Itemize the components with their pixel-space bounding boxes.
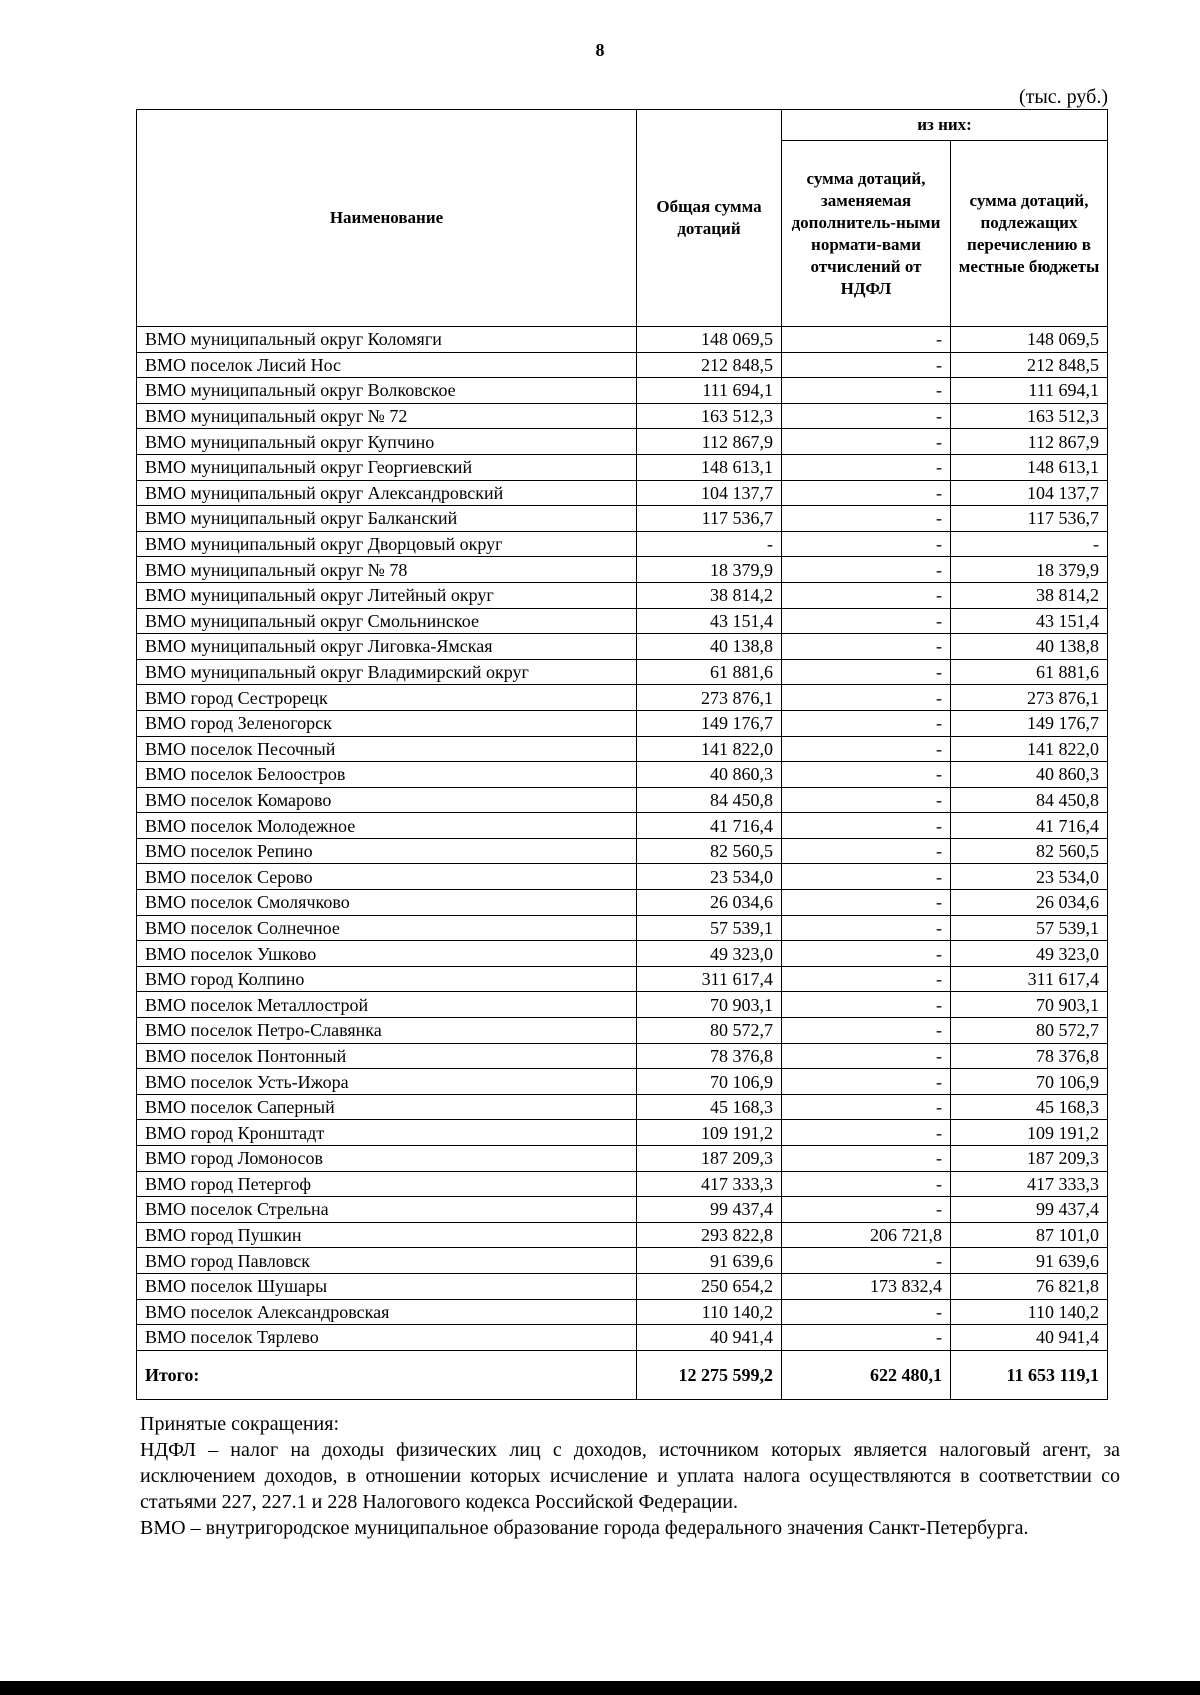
row-replaced: - [782, 685, 951, 711]
row-total: 80 572,7 [637, 1018, 782, 1044]
row-transfer: 80 572,7 [951, 1018, 1108, 1044]
table-row [137, 1069, 1108, 1095]
row-transfer: 187 209,3 [951, 1146, 1108, 1172]
row-transfer: 311 617,4 [951, 966, 1108, 992]
row-replaced: - [782, 1120, 951, 1146]
row-total: 82 560,5 [637, 838, 782, 864]
row-total: 417 333,3 [637, 1171, 782, 1197]
row-total: 57 539,1 [637, 915, 782, 941]
row-replaced: - [782, 1197, 951, 1223]
row-name: ВМО муниципальный округ Смольнинское [137, 608, 637, 634]
table-body [137, 327, 1108, 1351]
row-transfer: 212 848,5 [951, 352, 1108, 378]
row-name: ВМО поселок Стрельна [137, 1197, 637, 1223]
row-transfer: 273 876,1 [951, 685, 1108, 711]
row-replaced: - [782, 480, 951, 506]
row-total: 18 379,9 [637, 557, 782, 583]
row-transfer: 141 822,0 [951, 736, 1108, 762]
row-total: 104 137,7 [637, 480, 782, 506]
row-total: 91 639,6 [637, 1248, 782, 1274]
table-row [137, 864, 1108, 890]
row-total: 78 376,8 [637, 1043, 782, 1069]
row-replaced: - [782, 864, 951, 890]
row-total: - [637, 531, 782, 557]
table-row [137, 659, 1108, 685]
row-name: ВМО город Кронштадт [137, 1120, 637, 1146]
row-replaced: - [782, 582, 951, 608]
scan-edge-bar [0, 1681, 1200, 1695]
row-replaced: - [782, 915, 951, 941]
row-transfer: 40 941,4 [951, 1325, 1108, 1351]
row-name: ВМО муниципальный округ Литейный округ [137, 582, 637, 608]
row-transfer: 117 536,7 [951, 506, 1108, 532]
table-row [137, 992, 1108, 1018]
row-transfer: 163 512,3 [951, 403, 1108, 429]
table-row [137, 941, 1108, 967]
row-total: 45 168,3 [637, 1094, 782, 1120]
row-name: ВМО город Колпино [137, 966, 637, 992]
row-replaced: - [782, 1171, 951, 1197]
row-total: 84 450,8 [637, 787, 782, 813]
table-row [137, 787, 1108, 813]
row-transfer: 45 168,3 [951, 1094, 1108, 1120]
row-name: ВМО поселок Усть-Ижора [137, 1069, 637, 1095]
table-row [137, 1248, 1108, 1274]
row-replaced: - [782, 608, 951, 634]
table-row [137, 531, 1108, 557]
row-total: 112 867,9 [637, 429, 782, 455]
row-replaced: - [782, 762, 951, 788]
row-transfer: 91 639,6 [951, 1248, 1108, 1274]
row-name: ВМО город Сестрорецк [137, 685, 637, 711]
table-row [137, 813, 1108, 839]
row-name: ВМО муниципальный округ Балканский [137, 506, 637, 532]
row-total: 148 613,1 [637, 454, 782, 480]
row-transfer: 87 101,0 [951, 1222, 1108, 1248]
table-row [137, 378, 1108, 404]
row-total: 38 814,2 [637, 582, 782, 608]
table-row [137, 1197, 1108, 1223]
table-row [137, 762, 1108, 788]
row-transfer: 61 881,6 [951, 659, 1108, 685]
row-transfer: 84 450,8 [951, 787, 1108, 813]
row-transfer: 57 539,1 [951, 915, 1108, 941]
row-name: ВМО поселок Тярлево [137, 1325, 637, 1351]
row-replaced: - [782, 1299, 951, 1325]
table-row [137, 1146, 1108, 1172]
row-replaced: - [782, 454, 951, 480]
row-replaced: - [782, 1325, 951, 1351]
table-row [137, 1171, 1108, 1197]
row-total: 40 138,8 [637, 634, 782, 660]
row-name: ВМО поселок Серово [137, 864, 637, 890]
row-name: ВМО поселок Репино [137, 838, 637, 864]
row-replaced: 173 832,4 [782, 1273, 951, 1299]
row-replaced: - [782, 659, 951, 685]
header-total: Общая сумма дотаций [637, 110, 782, 327]
row-name: ВМО поселок Ушково [137, 941, 637, 967]
row-replaced: - [782, 1094, 951, 1120]
row-total: 41 716,4 [637, 813, 782, 839]
table-row [137, 685, 1108, 711]
row-name: ВМО муниципальный округ Коломяги [137, 327, 637, 353]
row-transfer: 23 534,0 [951, 864, 1108, 890]
row-replaced: - [782, 1069, 951, 1095]
row-name: ВМО муниципальный округ № 72 [137, 403, 637, 429]
row-name: ВМО город Ломоносов [137, 1146, 637, 1172]
table-row [137, 1043, 1108, 1069]
row-transfer: 110 140,2 [951, 1299, 1108, 1325]
table-row [137, 966, 1108, 992]
row-replaced: - [782, 1146, 951, 1172]
table-row [137, 506, 1108, 532]
row-transfer: - [951, 531, 1108, 557]
row-name: ВМО поселок Песочный [137, 736, 637, 762]
row-name: ВМО муниципальный округ Лиговка-Ямская [137, 634, 637, 660]
row-replaced: - [782, 1018, 951, 1044]
row-transfer: 26 034,6 [951, 890, 1108, 916]
row-total: 26 034,6 [637, 890, 782, 916]
row-name: ВМО поселок Понтонный [137, 1043, 637, 1069]
row-total: 212 848,5 [637, 352, 782, 378]
row-total: 311 617,4 [637, 966, 782, 992]
row-transfer: 149 176,7 [951, 710, 1108, 736]
totals-label: Итого: [137, 1350, 637, 1399]
table-row [137, 403, 1108, 429]
row-transfer: 40 860,3 [951, 762, 1108, 788]
table-row [137, 557, 1108, 583]
table-row [137, 1325, 1108, 1351]
row-name: ВМО муниципальный округ Купчино [137, 429, 637, 455]
row-name: ВМО муниципальный округ Дворцовый округ [137, 531, 637, 557]
table-row [137, 838, 1108, 864]
row-total: 141 822,0 [637, 736, 782, 762]
row-replaced: - [782, 710, 951, 736]
row-replaced: - [782, 813, 951, 839]
header-transfer: сумма дотаций, подлежащих перечислению в местные бюджеты [951, 141, 1108, 327]
header-of-them: из них: [782, 110, 1108, 141]
page-number: 8 [595, 40, 605, 60]
row-transfer: 18 379,9 [951, 557, 1108, 583]
table-row [137, 1094, 1108, 1120]
row-total: 250 654,2 [637, 1273, 782, 1299]
row-name: ВМО поселок Молодежное [137, 813, 637, 839]
row-name: ВМО поселок Комарово [137, 787, 637, 813]
notes [140, 1411, 1120, 1541]
row-transfer: 148 613,1 [951, 454, 1108, 480]
row-total: 273 876,1 [637, 685, 782, 711]
row-replaced: - [782, 941, 951, 967]
table-row [137, 915, 1108, 941]
row-name: ВМО поселок Петро-Славянка [137, 1018, 637, 1044]
row-transfer: 82 560,5 [951, 838, 1108, 864]
row-total: 117 536,7 [637, 506, 782, 532]
row-replaced: - [782, 327, 951, 353]
row-name: ВМО поселок Саперный [137, 1094, 637, 1120]
row-total: 110 140,2 [637, 1299, 782, 1325]
row-replaced: - [782, 890, 951, 916]
row-replaced: - [782, 557, 951, 583]
row-name: ВМО поселок Лисий Нос [137, 352, 637, 378]
row-replaced: 206 721,8 [782, 1222, 951, 1248]
row-replaced: - [782, 429, 951, 455]
header-name: Наименование [137, 110, 637, 327]
row-transfer: 76 821,8 [951, 1273, 1108, 1299]
row-total: 40 860,3 [637, 762, 782, 788]
row-transfer: 111 694,1 [951, 378, 1108, 404]
notes-title: Принятые сокращения: [140, 1413, 340, 1435]
table-row [137, 1222, 1108, 1248]
row-total: 148 069,5 [637, 327, 782, 353]
row-transfer: 43 151,4 [951, 608, 1108, 634]
totals-transfer: 11 653 119,1 [951, 1350, 1108, 1399]
row-name: ВМО город Пушкин [137, 1222, 637, 1248]
table-row [137, 1273, 1108, 1299]
row-replaced: - [782, 838, 951, 864]
row-replaced: - [782, 634, 951, 660]
row-replaced: - [782, 966, 951, 992]
row-total: 149 176,7 [637, 710, 782, 736]
row-replaced: - [782, 352, 951, 378]
table-row [137, 736, 1108, 762]
row-transfer: 104 137,7 [951, 480, 1108, 506]
row-name: ВМО город Петергоф [137, 1171, 637, 1197]
row-replaced: - [782, 403, 951, 429]
row-transfer: 417 333,3 [951, 1171, 1108, 1197]
row-transfer: 109 191,2 [951, 1120, 1108, 1146]
row-name: ВМО поселок Металлострой [137, 992, 637, 1018]
row-name: ВМО муниципальный округ № 78 [137, 557, 637, 583]
row-replaced: - [782, 506, 951, 532]
row-name: ВМО муниципальный округ Владимирский округ [137, 659, 637, 685]
subsidies-table [136, 109, 1108, 1400]
row-transfer: 99 437,4 [951, 1197, 1108, 1223]
row-total: 40 941,4 [637, 1325, 782, 1351]
row-total: 99 437,4 [637, 1197, 782, 1223]
row-transfer: 38 814,2 [951, 582, 1108, 608]
row-name: ВМО город Павловск [137, 1248, 637, 1274]
row-total: 43 151,4 [637, 608, 782, 634]
row-replaced: - [782, 787, 951, 813]
row-transfer: 70 903,1 [951, 992, 1108, 1018]
notes-ndfl: НДФЛ – налог на доходы физических лиц с доходов, источником которых является налоговый агент, за исключением доходов, в отношении которых исчисление и уплата налога осуществляются в соответствии со статьями 227, 227.1 и 228 Налогового кодекса Российской Федерации. [140, 1439, 1120, 1513]
row-transfer: 148 069,5 [951, 327, 1108, 353]
table-row [137, 454, 1108, 480]
row-total: 187 209,3 [637, 1146, 782, 1172]
row-total: 111 694,1 [637, 378, 782, 404]
header-replaced: сумма дотаций, заменяемая дополнитель-ными нормати-вами отчислений от НДФЛ [782, 141, 951, 327]
row-total: 23 534,0 [637, 864, 782, 890]
totals-replaced: 622 480,1 [782, 1350, 951, 1399]
row-name: ВМО муниципальный округ Александровский [137, 480, 637, 506]
table-row [137, 429, 1108, 455]
row-name: ВМО муниципальный округ Георгиевский [137, 454, 637, 480]
row-transfer: 49 323,0 [951, 941, 1108, 967]
row-name: ВМО поселок Шушары [137, 1273, 637, 1299]
row-replaced: - [782, 1248, 951, 1274]
units-label: (тыс. руб.) [1018, 86, 1108, 108]
table-row [137, 1299, 1108, 1325]
notes-vmo: ВМО – внутригородское муниципальное образование города федерального значения Санкт-Петербурга. [140, 1517, 1029, 1539]
row-replaced: - [782, 992, 951, 1018]
row-name: ВМО поселок Александровская [137, 1299, 637, 1325]
table-row [137, 710, 1108, 736]
row-name: ВМО муниципальный округ Волковское [137, 378, 637, 404]
table-row [137, 352, 1108, 378]
row-name: ВМО город Зеленогорск [137, 710, 637, 736]
row-transfer: 40 138,8 [951, 634, 1108, 660]
table-row [137, 1018, 1108, 1044]
table-row [137, 634, 1108, 660]
totals-row [137, 1350, 1108, 1399]
row-total: 163 512,3 [637, 403, 782, 429]
table-row [137, 327, 1108, 353]
table-row [137, 1120, 1108, 1146]
table-row [137, 608, 1108, 634]
row-total: 70 903,1 [637, 992, 782, 1018]
row-replaced: - [782, 378, 951, 404]
row-total: 61 881,6 [637, 659, 782, 685]
row-total: 293 822,8 [637, 1222, 782, 1248]
row-name: ВМО поселок Белоостров [137, 762, 637, 788]
row-transfer: 78 376,8 [951, 1043, 1108, 1069]
row-replaced: - [782, 1043, 951, 1069]
row-transfer: 41 716,4 [951, 813, 1108, 839]
row-replaced: - [782, 531, 951, 557]
table-row [137, 890, 1108, 916]
row-transfer: 70 106,9 [951, 1069, 1108, 1095]
row-total: 49 323,0 [637, 941, 782, 967]
row-total: 109 191,2 [637, 1120, 782, 1146]
table-row [137, 480, 1108, 506]
row-transfer: 112 867,9 [951, 429, 1108, 455]
table-row [137, 582, 1108, 608]
row-name: ВМО поселок Смолячково [137, 890, 637, 916]
row-name: ВМО поселок Солнечное [137, 915, 637, 941]
totals-total: 12 275 599,2 [637, 1350, 782, 1399]
row-replaced: - [782, 736, 951, 762]
row-total: 70 106,9 [637, 1069, 782, 1095]
